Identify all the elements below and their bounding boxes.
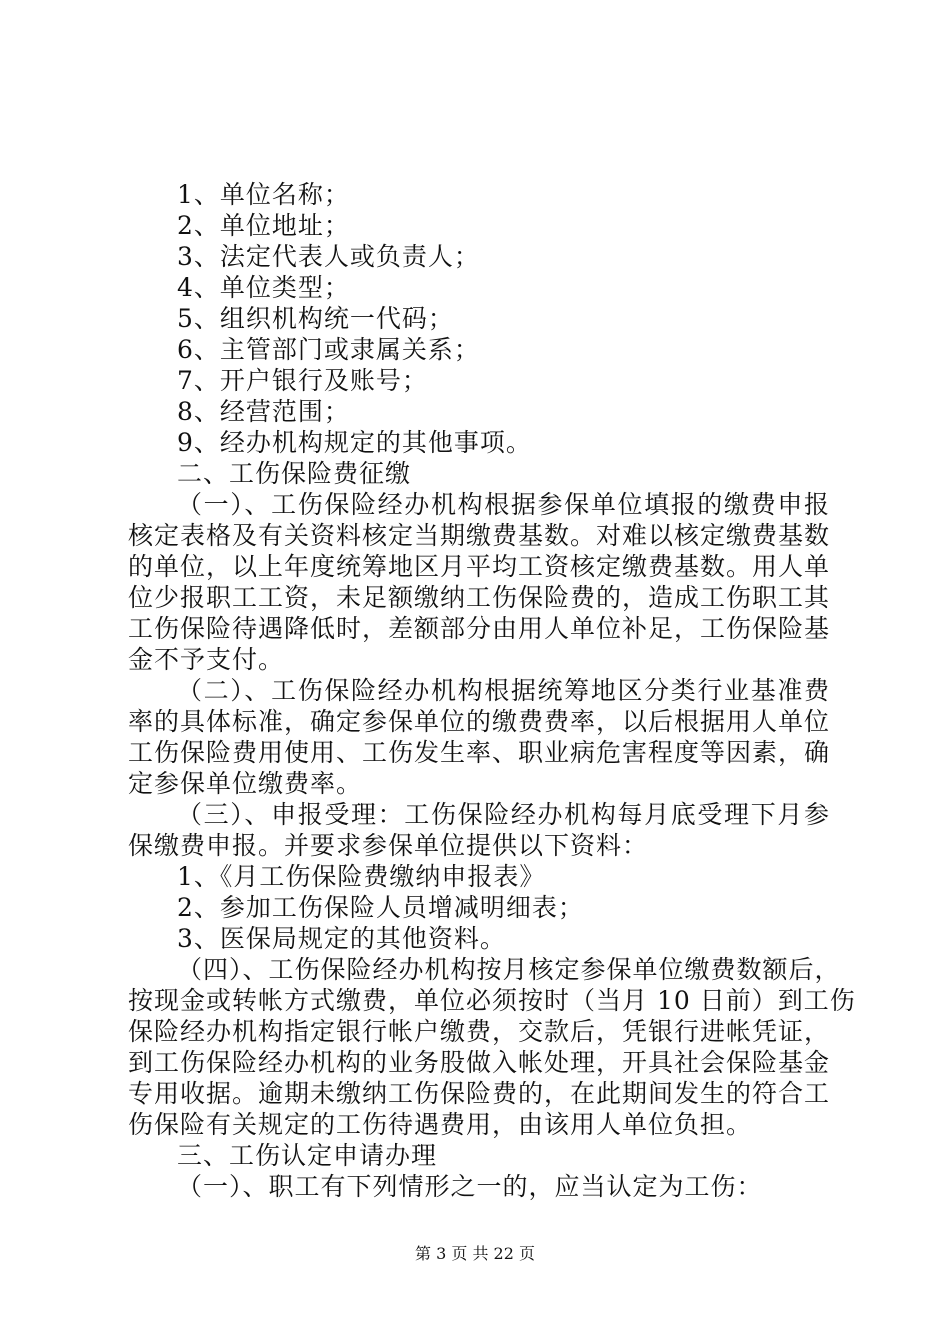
list-item: 8、经营范围；: [177, 397, 350, 426]
paragraph-line: （一）、工伤保险经办机构根据参保单位填报的缴费申报: [177, 490, 830, 519]
list-item: 1、《月工伤保险费缴纳申报表》: [177, 862, 546, 891]
list-item: 5、组织机构统一代码；: [177, 304, 454, 333]
list-item: 2、参加工伤保险人员增减明细表；: [177, 893, 584, 922]
list-item: 4、单位类型；: [177, 273, 350, 302]
paragraph-line: 专用收据。逾期未缴纳工伤保险费的，在此期间发生的符合工: [128, 1079, 831, 1108]
list-item: 3、法定代表人或负责人；: [177, 242, 480, 271]
list-item: 2、单位地址；: [177, 211, 350, 240]
list-item: 7、开户银行及账号；: [177, 366, 428, 395]
paragraph-line: 保险经办机构指定银行帐户缴费，交款后，凭银行进帐凭证，: [128, 1017, 831, 1046]
list-item: 9、经办机构规定的其他事项。: [177, 428, 532, 457]
paragraph-line: 到工伤保险经办机构的业务股做入帐处理，开具社会保险基金: [128, 1048, 831, 1077]
paragraph-line: 核定表格及有关资料核定当期缴费基数。对难以核定缴费基数: [128, 521, 831, 550]
paragraph-line: 工伤保险待遇降低时，差额部分由用人单位补足，工伤保险基: [128, 614, 831, 643]
paragraph-line: 率的具体标准，确定参保单位的缴费费率，以后根据用人单位: [128, 707, 831, 736]
paragraph-line: 伤保险有关规定的工伤待遇费用，由该用人单位负担。: [128, 1110, 753, 1139]
paragraph-line: 金不予支付。: [128, 645, 285, 674]
paragraph-line: 的单位，以上年度统筹地区月平均工资核定缴费基数。用人单: [128, 552, 831, 581]
page-number-footer: 第 3 页 共 22 页: [415, 1244, 535, 1263]
paragraph-line: 位少报职工工资，未足额缴纳工伤保险费的，造成工伤职工其: [128, 583, 831, 612]
list-item: 6、主管部门或隶属关系；: [177, 335, 480, 364]
paragraph-line: （四）、工伤保险经办机构按月核定参保单位缴费数额后，: [177, 955, 841, 984]
paragraph-line: （三）、申报受理：工伤保险经办机构每月底受理下月参: [177, 800, 830, 829]
paragraph-line: 按现金或转帐方式缴费，单位必须按时（当月 10 日前）到工伤: [128, 986, 856, 1015]
section-heading: 三、工伤认定申请办理: [177, 1141, 438, 1170]
section-heading: 二、工伤保险费征缴: [177, 459, 412, 488]
paragraph-line: 工伤保险费用使用、工伤发生率、职业病危害程度等因素，确: [128, 738, 831, 767]
list-item: 1、单位名称；: [177, 180, 350, 209]
paragraph-line: 保缴费申报。并要求参保单位提供以下资料：: [128, 831, 649, 860]
list-item: 3、医保局规定的其他资料。: [177, 924, 506, 953]
paragraph-line: 定参保单位缴费率。: [128, 769, 363, 798]
paragraph-line: （一）、职工有下列情形之一的，应当认定为工伤：: [177, 1172, 763, 1201]
paragraph-line: （二）、工伤保险经办机构根据统筹地区分类行业基准费: [177, 676, 830, 705]
